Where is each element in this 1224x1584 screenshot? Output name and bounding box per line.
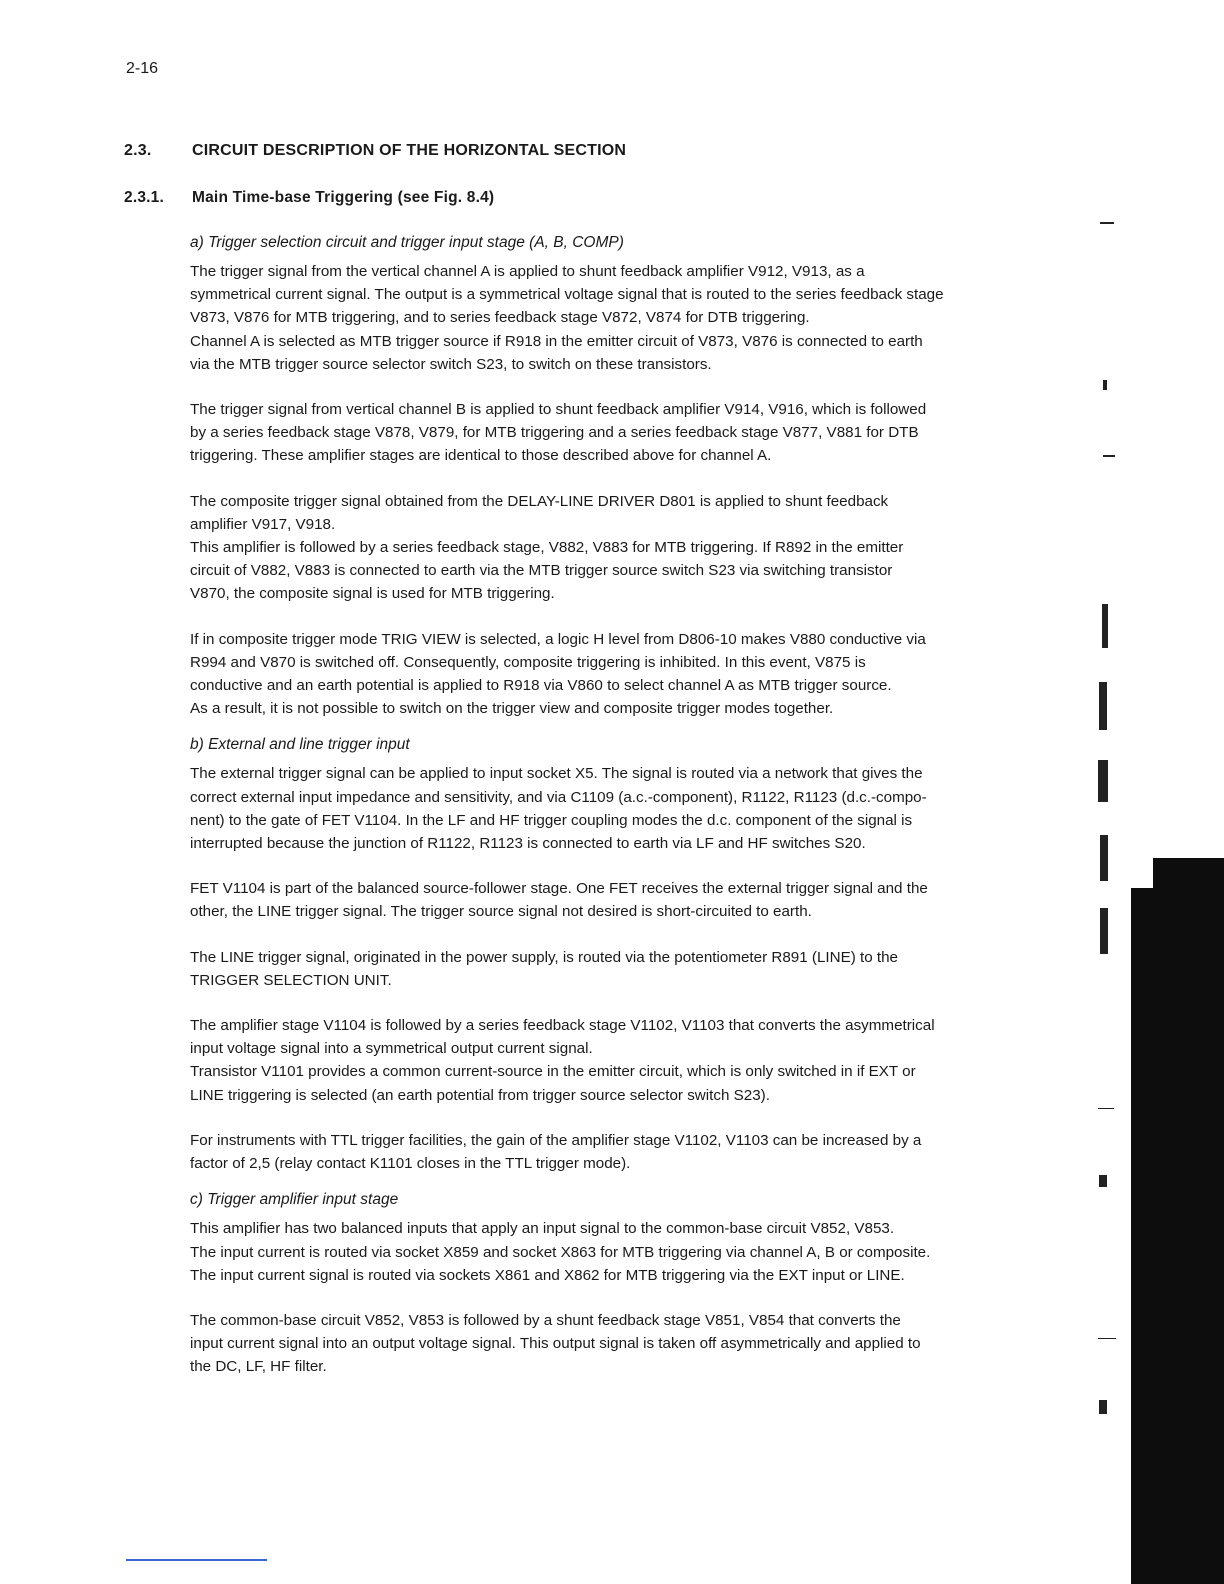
text-line: This amplifier is followed by a series feedback stage, V882, V883 for MTB triggering. If R892 in the emitter (190, 539, 904, 557)
text-line: TRIGGER SELECTION UNIT. (190, 971, 392, 989)
text-line: V873, V876 for MTB triggering, and to series feedback stage V872, V874 for DTB triggering. (190, 309, 810, 327)
text-line: interrupted because the junction of R1122, R1123 is connected to earth via LF and HF switches S20. (190, 835, 866, 853)
paragraph (190, 762, 1030, 855)
text-line: The composite trigger signal obtained from the DELAY-LINE DRIVER D801 is applied to shunt feedback (190, 492, 889, 510)
text-line: The trigger signal from the vertical channel A is applied to shunt feedback amplifier V912, V913, as a (190, 263, 865, 280)
scan-mark (1102, 604, 1108, 648)
part-c-heading: c) Trigger amplifier input stage (190, 1191, 399, 1209)
text-line: via the MTB trigger source selector switch S23, to switch on these transistors. (190, 355, 712, 373)
paragraph (190, 260, 1030, 376)
text-line: The common-base circuit V852, V853 is followed by a shunt feedback stage V851, V854 that converts the (190, 1311, 901, 1329)
scan-mark (1099, 1400, 1107, 1414)
scan-mark (1100, 222, 1114, 224)
scan-edge-notch (1131, 858, 1153, 888)
page-number: 2-16 (126, 60, 159, 77)
text-line: Channel A is selected as MTB trigger source if R918 in the emitter circuit of V873, V876 is connected to earth (190, 332, 923, 350)
text-line: Transistor V1101 provides a common current-source in the emitter circuit, which is only switched in if EXT or (190, 1063, 916, 1081)
body-content (190, 232, 1030, 1379)
text-line: correct external input impedance and sensitivity, and via C1109 (a.c.-component), R1122, R1123 (d.c.-compo- (190, 788, 927, 806)
text-line: the DC, LF, HF filter. (190, 1358, 327, 1376)
scan-mark (1099, 682, 1107, 730)
text-line: circuit of V882, V883 is connected to earth via the MTB trigger source switch S23 via switching transistor (190, 562, 893, 580)
section-number: 2.3. (124, 142, 152, 159)
scan-mark (1098, 1108, 1114, 1109)
part-b (190, 734, 1030, 1175)
subsection-title: Main Time-base Triggering (see Fig. 8.4) (192, 189, 495, 206)
scan-mark (1103, 380, 1107, 390)
scan-edge-bar (1131, 858, 1224, 1584)
text-line: FET V1104 is part of the balanced source-follower stage. One FET receives the external trigger signal and the (190, 880, 928, 898)
text-line: conductive and an earth potential is applied to R918 via V860 to select channel A as MTB trigger source. (190, 677, 892, 695)
text-line: other, the LINE trigger signal. The trigger source signal not desired is short-circuited to earth. (190, 903, 812, 921)
part-a (190, 232, 1030, 720)
paragraph (190, 946, 1030, 992)
paragraph (190, 877, 1030, 923)
text-line: This amplifier has two balanced inputs that apply an input signal to the common-base circuit V852, V853. (190, 1220, 895, 1238)
part-c (190, 1189, 1030, 1378)
footnote-rule (126, 1559, 267, 1561)
paragraph (190, 1217, 1030, 1287)
text-line: For instruments with TTL trigger facilities, the gain of the amplifier stage V1102, V1103 can be increased by a (190, 1131, 922, 1149)
paragraph (190, 1309, 1030, 1379)
text-line: The amplifier stage V1104 is followed by a series feedback stage V1102, V1103 that converts the asymmetrical (190, 1017, 935, 1035)
part-a-heading: a) Trigger selection circuit and trigger input stage (A, B, COMP) (190, 234, 624, 251)
scan-mark (1103, 455, 1115, 457)
text-line: input current signal into an output voltage signal. This output signal is taken off asymmetrically and applied to (190, 1335, 921, 1353)
text-line: The input current is routed via socket X859 and socket X863 for MTB triggering via channel A, B or composite. (190, 1243, 931, 1261)
text-line: amplifier V917, V918. (190, 515, 336, 533)
paragraph (190, 1014, 1030, 1107)
text-line: triggering. These amplifier stages are identical to those described above for channel A. (190, 447, 772, 465)
text-line: nent) to the gate of FET V1104. In the LF and HF trigger coupling modes the d.c. component of the signal is (190, 811, 913, 829)
scan-mark (1098, 1338, 1116, 1339)
text-line: If in composite trigger mode TRIG VIEW is selected, a logic H level from D806-10 makes V880 conductive via (190, 630, 926, 648)
text-line: The input current signal is routed via sockets X861 and X862 for MTB triggering via the EXT input or LINE. (190, 1266, 905, 1284)
part-b-heading: b) External and line trigger input (190, 736, 410, 754)
text-line: V870, the composite signal is used for MTB triggering. (190, 585, 555, 603)
text-line: LINE triggering is selected (an earth potential from trigger source selector switch S23). (190, 1086, 770, 1104)
paragraph (190, 1129, 1030, 1175)
text-line: The LINE trigger signal, originated in the power supply, is routed via the potentiometer R891 (LINE) to the (190, 948, 899, 966)
paragraph (190, 490, 1030, 606)
subsection-number: 2.3.1. (124, 189, 164, 206)
scan-mark (1100, 908, 1108, 954)
paragraph (190, 628, 1030, 721)
text-line: factor of 2,5 (relay contact K1101 closes in the TTL trigger mode). (190, 1155, 631, 1173)
text-line: input voltage signal into a symmetrical output current signal. (190, 1040, 593, 1058)
section-title: CIRCUIT DESCRIPTION OF THE HORIZONTAL SECTION (192, 142, 627, 159)
text-line: As a result, it is not possible to switch on the trigger view and composite trigger modes together. (190, 700, 834, 718)
text-line: The external trigger signal can be applied to input socket X5. The signal is routed via a network that gives the (190, 765, 923, 783)
scan-mark (1100, 835, 1108, 881)
text-line: R994 and V870 is switched off. Consequently, composite triggering is inhibited. In this event, V875 is (190, 653, 866, 671)
scan-mark (1099, 1175, 1107, 1187)
paragraph (190, 398, 1030, 468)
text-line: symmetrical current signal. The output is a symmetrical voltage signal that is routed to the series feedback stage (190, 286, 944, 304)
text-line: by a series feedback stage V878, V879, for MTB triggering and a series feedback stage V877, V881 for DTB (190, 424, 919, 442)
text-line: The trigger signal from vertical channel B is applied to shunt feedback amplifier V914, V916, which is followed (190, 401, 927, 419)
scan-mark (1098, 760, 1108, 802)
